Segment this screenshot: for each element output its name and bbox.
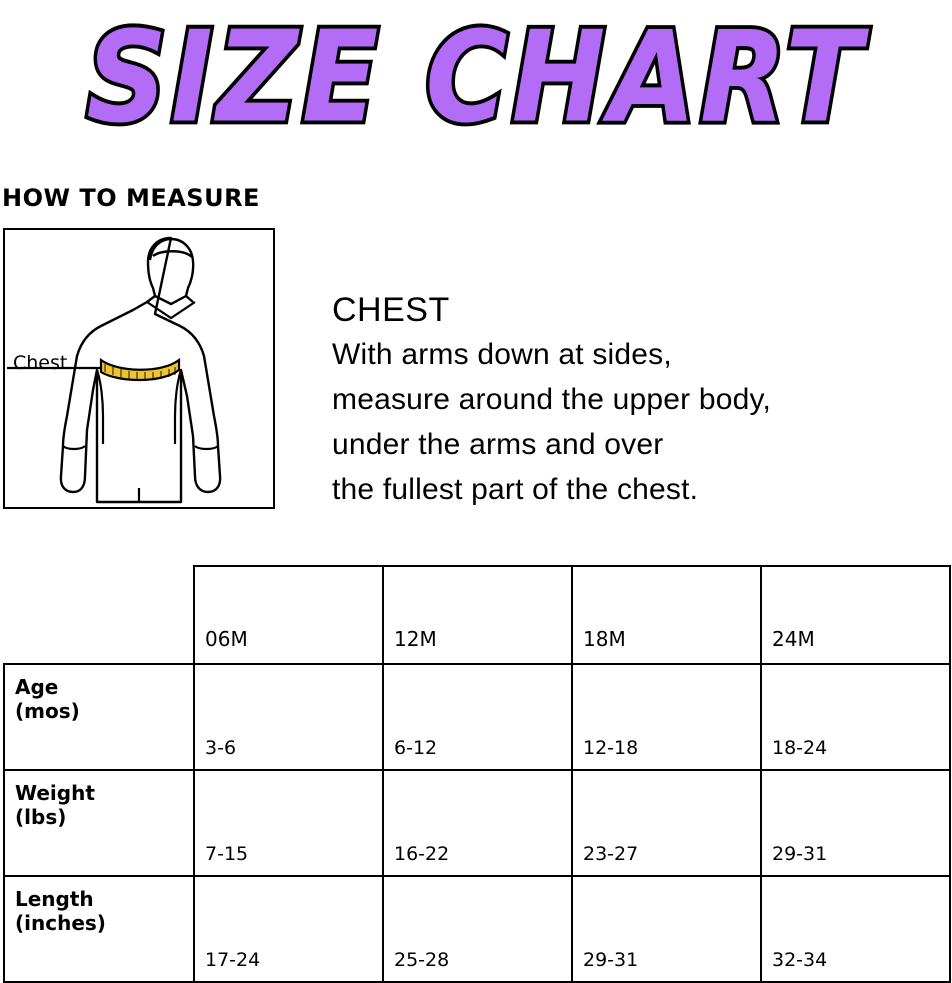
table-cell: 32-34 (761, 876, 950, 982)
table-column-header: 24M (761, 566, 950, 664)
table-cell: 7-15 (194, 770, 383, 876)
table-cell: 6-12 (383, 664, 572, 770)
chest-description-line-1: With arms down at sides, (332, 338, 672, 371)
table-row-header-line-1: Length (15, 887, 94, 911)
chest-description-heading: CHEST (332, 291, 450, 329)
how-to-measure-heading: HOW TO MEASURE (2, 184, 260, 212)
table-row-header-line-2: (inches) (15, 911, 106, 935)
chest-description-line-4: the fullest part of the chest. (332, 473, 699, 506)
table-column-header: 18M (572, 566, 761, 664)
table-cell: 29-31 (572, 876, 761, 982)
table-header-row (4, 566, 950, 664)
chest-figure-label: Chest (13, 352, 68, 374)
table-row-header (4, 664, 194, 770)
table-row (4, 770, 950, 876)
table-cell: 17-24 (194, 876, 383, 982)
table-cell: 3-6 (194, 664, 383, 770)
table-cell: 16-22 (383, 770, 572, 876)
table-column-header: 06M (194, 566, 383, 664)
table-row (4, 876, 950, 982)
table-row-header-line-1: Weight (15, 781, 95, 805)
table-row-header-line-2: (mos) (15, 699, 80, 723)
table-row-header (4, 770, 194, 876)
table-corner-cell (4, 566, 194, 664)
chest-description-line-3: under the arms and over (332, 428, 664, 461)
table-cell: 12-18 (572, 664, 761, 770)
table-cell: 25-28 (383, 876, 572, 982)
table-cell: 23-27 (572, 770, 761, 876)
page-title-banner (0, 0, 952, 150)
table-cell: 18-24 (761, 664, 950, 770)
chest-description (332, 288, 932, 512)
table-row-header (4, 876, 194, 982)
table-row (4, 664, 950, 770)
table-row-header-line-1: Age (15, 675, 59, 699)
chest-description-line-2: measure around the upper body, (332, 383, 772, 416)
table-column-header: 12M (383, 566, 572, 664)
table-cell: 29-31 (761, 770, 950, 876)
page-title: SIZE CHART (86, 5, 866, 151)
table-row-header-line-2: (lbs) (15, 805, 67, 829)
size-table (3, 565, 951, 983)
